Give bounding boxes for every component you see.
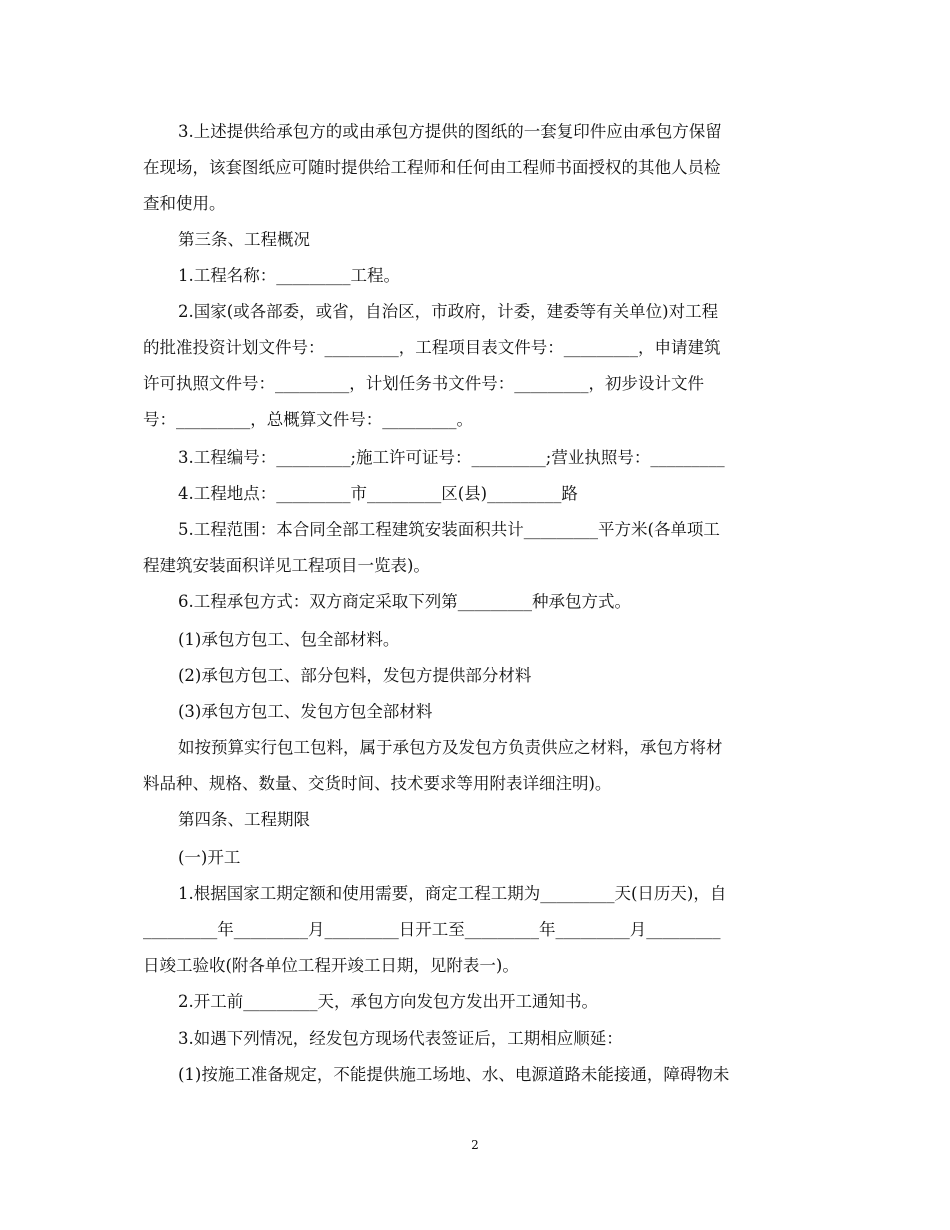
text-line: (2)承包方包工、部分包料，发包方提供部分材料 [178, 666, 532, 685]
text-line: 许可执照文件号：_________，计划任务书文件号：_________，初步设计文件 [143, 374, 704, 393]
text-line: 号：_________，总概算文件号：_________。 [143, 410, 473, 429]
text-line: 6.工程承包方式：双方商定采取下列第_________种承包方式。 [178, 592, 631, 611]
section-heading: 第四条、工程期限 [178, 810, 310, 829]
section-heading: 第三条、工程概况 [178, 230, 310, 249]
text-line: 料品种、规格、数量、交货时间、技术要求等用附表详细注明)。 [143, 774, 612, 793]
text-line: (1)按施工准备规定，不能提供施工场地、水、电源道路未能接通，障碍物未 [178, 1065, 730, 1084]
text-line: 4.工程地点：_________市_________区(县)_________路 [178, 484, 578, 503]
text-line: _________年_________月_________日开工至_________年_________月_________ [143, 920, 721, 939]
text-line: 2.开工前_________天，承包方向发包方发出开工通知书。 [178, 992, 598, 1011]
text-line: 3.工程编号：_________;施工许可证号：_________;营业执照号：_________ [178, 448, 725, 467]
text-line: (1)承包方包工、包全部材料。 [178, 630, 400, 649]
text-line: 日竣工验收(附各单位工程开竣工日期，见附表一)。 [143, 956, 519, 975]
text-line: (3)承包方包工、发包方包全部材料 [178, 702, 433, 721]
text-line: 1.工程名称：_________工程。 [178, 266, 400, 285]
text-line: 3.如遇下列情况，经发包方现场代表签证后，工期相应顺延： [178, 1029, 623, 1048]
text-line: 的批准投资计划文件号：_________，工程项目表文件号：_________，申请建筑 [143, 338, 721, 357]
text-line: 2.国家(或各部委，或省，自治区，市政府，计委，建委等有关单位)对工程 [178, 302, 719, 321]
text-line: 程建筑安装面积详见工程项目一览表)。 [143, 556, 430, 575]
text-line: (一)开工 [178, 848, 241, 867]
text-line: 5.工程范围：本合同全部工程建筑安装面积共计_________平方米(各单项工 [178, 520, 720, 539]
text-line: 查和使用。 [143, 194, 226, 213]
text-line: 在现场，该套图纸应可随时提供给工程师和任何由工程师书面授权的其他人员检 [143, 158, 721, 177]
text-line: 1.根据国家工期定额和使用需要，商定工程工期为_________天(日历天)，自 [178, 884, 727, 903]
text-line: 3.上述提供给承包方的或由承包方提供的图纸的一套复印件应由承包方保留 [178, 122, 722, 141]
text-line: 如按预算实行包工包料，属于承包方及发包方负责供应之材料，承包方将材 [178, 738, 723, 757]
page-number: 2 [471, 1138, 479, 1152]
